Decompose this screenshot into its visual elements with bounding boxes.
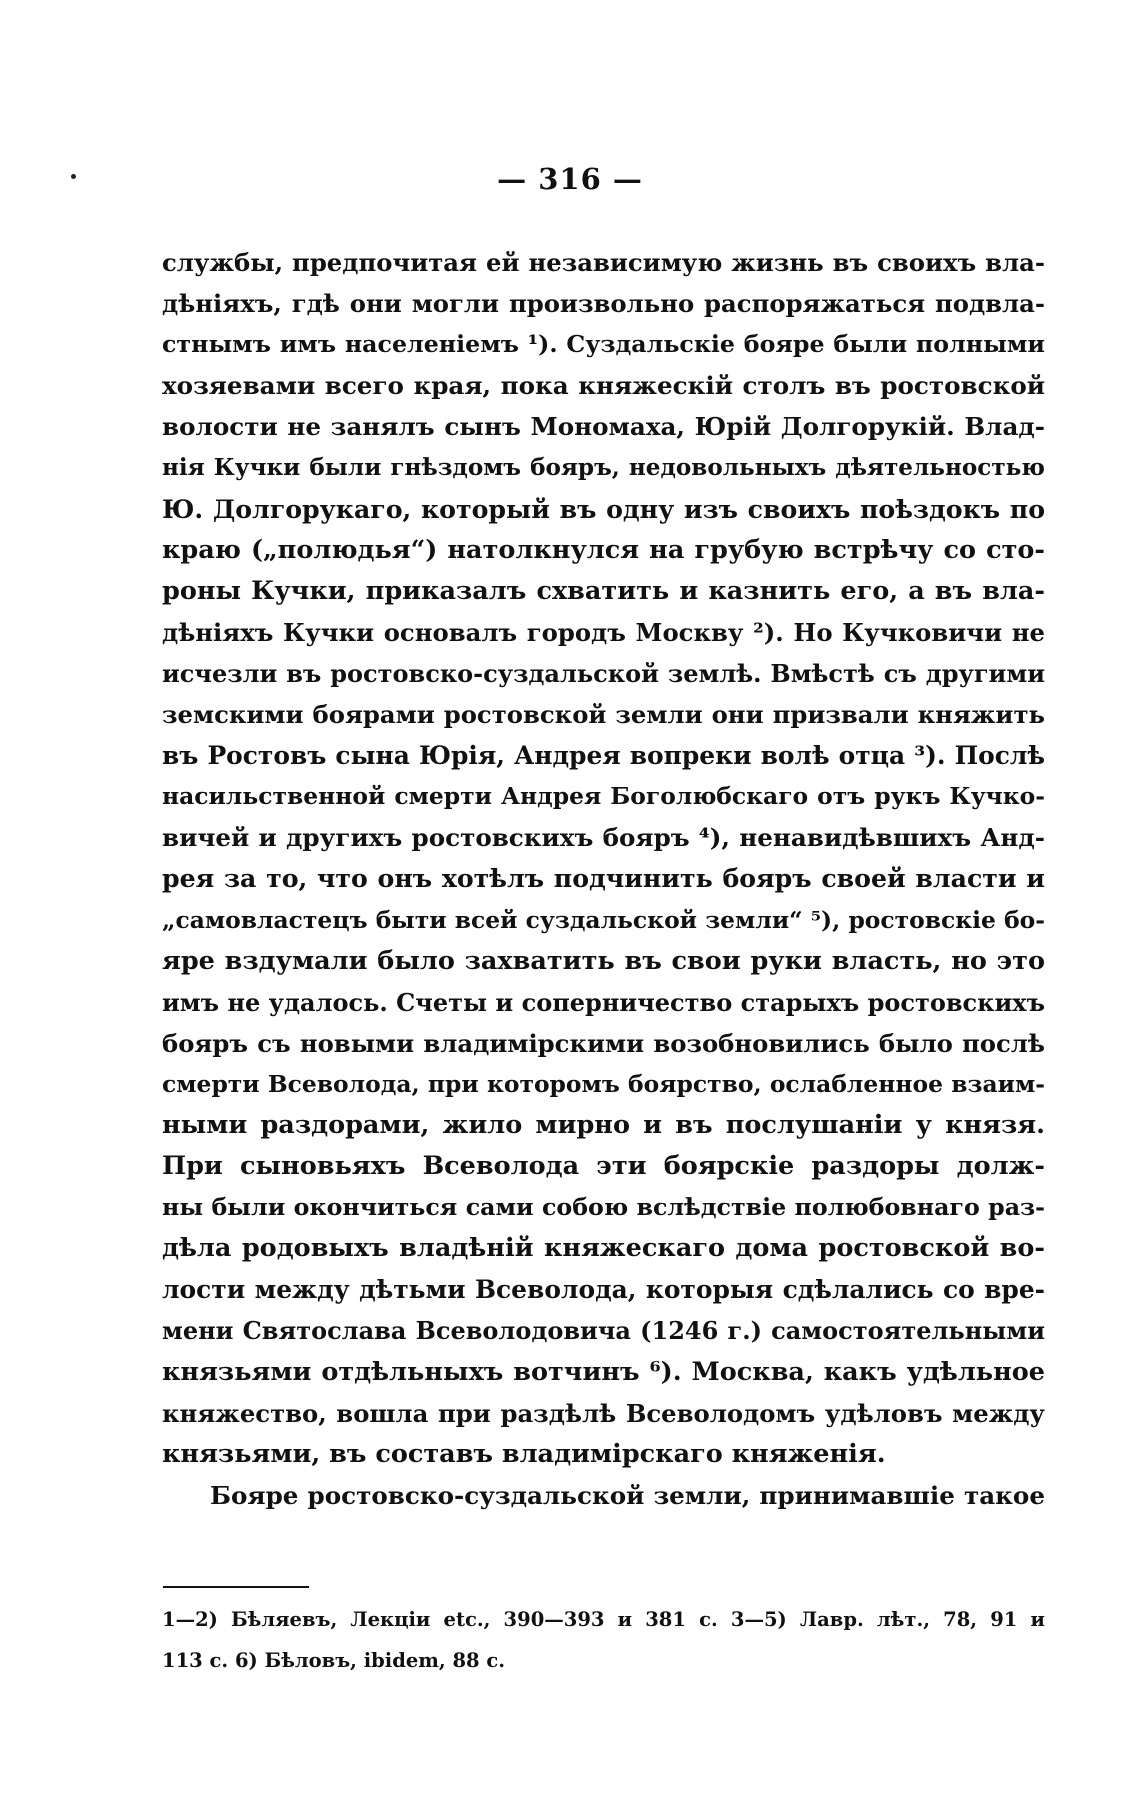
text-line: княжество, вошла при раздѣлѣ Всеволодомъ удѣловъ между (162, 1398, 1045, 1428)
footnote-separator (163, 1586, 309, 1588)
footnotes (162, 1599, 1045, 1681)
text-line: имъ не удалось. Счеты и соперничество старыхъ ростовскихъ (162, 987, 1045, 1017)
text-line: смерти Всеволода, при которомъ боярство, ослабленное взаим- (162, 1069, 1045, 1098)
text-line: бояръ съ новыми владимірскими возобновились было послѣ (162, 1028, 1045, 1058)
text-line: „самовластецъ быти всей суздальской земли“ ⁵), ростовскіе бо- (162, 905, 1045, 934)
text-line: службы, предпочитая ей независимую жизнь въ своихъ вла- (162, 248, 1045, 277)
text-line: лости между дѣтьми Всеволода, которыя сдѣлались со вре- (162, 1275, 1045, 1305)
text-line: волости не занялъ сынъ Мономаха, Юрій Долгорукій. Влад- (162, 412, 1045, 442)
next-paragraph-line: Бояре ростовско-суздальской земли, принимавшіе такое (210, 1480, 1045, 1510)
footnote-line: 113 с. 6) Бѣловъ, ibidem, 88 с. (162, 1649, 506, 1672)
text-line: нія Кучки были гнѣздомъ бояръ, недовольныхъ дѣятельностью (162, 454, 1045, 482)
text-line: Ю. Долгорукаго, который въ одну изъ своихъ поѣздокъ по (162, 493, 1045, 524)
text-line: роны Кучки, приказалъ схватить и казнить его, а въ вла- (162, 575, 1045, 606)
text-line: дѣла родовыхъ владѣній княжескаго дома ростовской во- (162, 1233, 1045, 1264)
text-line: рея за то, что онъ хотѣлъ подчинить бояръ своей власти и (162, 863, 1045, 894)
text-line: мени Святослава Всеволодовича (1246 г.) самостоятельными (162, 1316, 1045, 1346)
text-line: краю („полюдья“) натолкнулся на грубую встрѣчу со сто- (162, 534, 1045, 565)
main-text (162, 242, 1045, 1516)
text-line: въ Ростовъ сына Юрія, Андрея вопреки волѣ отца ³). Послѣ (162, 741, 1045, 771)
text-line: земскими боярами ростовской земли они призвали княжить (162, 700, 1045, 730)
text-line: дѣніяхъ, гдѣ они могли произвольно распоряжаться подвла- (162, 289, 1045, 319)
text-line: стнымъ имъ населеніемъ ¹). Суздальскіе бояре были полными (162, 330, 1045, 359)
text-line: исчезли въ ростовско-суздальской землѣ. Вмѣстѣ съ другими (162, 658, 1045, 688)
text-line: насильственной смерти Андрея Боголюбскаго отъ рукъ Кучко- (162, 782, 1045, 811)
text-line: ны были окончиться сами собою вслѣдствіе полюбовнаго раз- (162, 1193, 1045, 1222)
text-line: дѣніяхъ Кучки основалъ городъ Москву ²). Но Кучковичи не (162, 617, 1045, 647)
paragraph-end-line: князьями, въ составъ владимірскаго княженія. (162, 1438, 886, 1469)
footnote-line: 1—2) Бѣляевъ, Лекціи etc., 390—393 и 381 с. 3—5) Лавр. лѣт., 78, 91 и (162, 1608, 1045, 1631)
text-line: князьями отдѣльныхъ вотчинъ ⁶). Москва, какъ удѣльное (162, 1356, 1045, 1387)
page-number: — 316 — (497, 162, 643, 196)
text-line: При сыновьяхъ Всеволода эти боярскіе раздоры долж- (162, 1151, 1045, 1182)
text-line: хозяевами всего края, пока княжескій столъ въ ростовской (162, 371, 1045, 401)
text-line: яре вздумали было захватить въ свои руки власть, но это (162, 945, 1045, 976)
text-line: вичей и другихъ ростовскихъ бояръ ⁴), ненавидѣвшихъ Анд- (162, 823, 1045, 853)
text-line: ными раздорами, жило мирно и въ послушаніи у князя. (162, 1109, 1045, 1140)
